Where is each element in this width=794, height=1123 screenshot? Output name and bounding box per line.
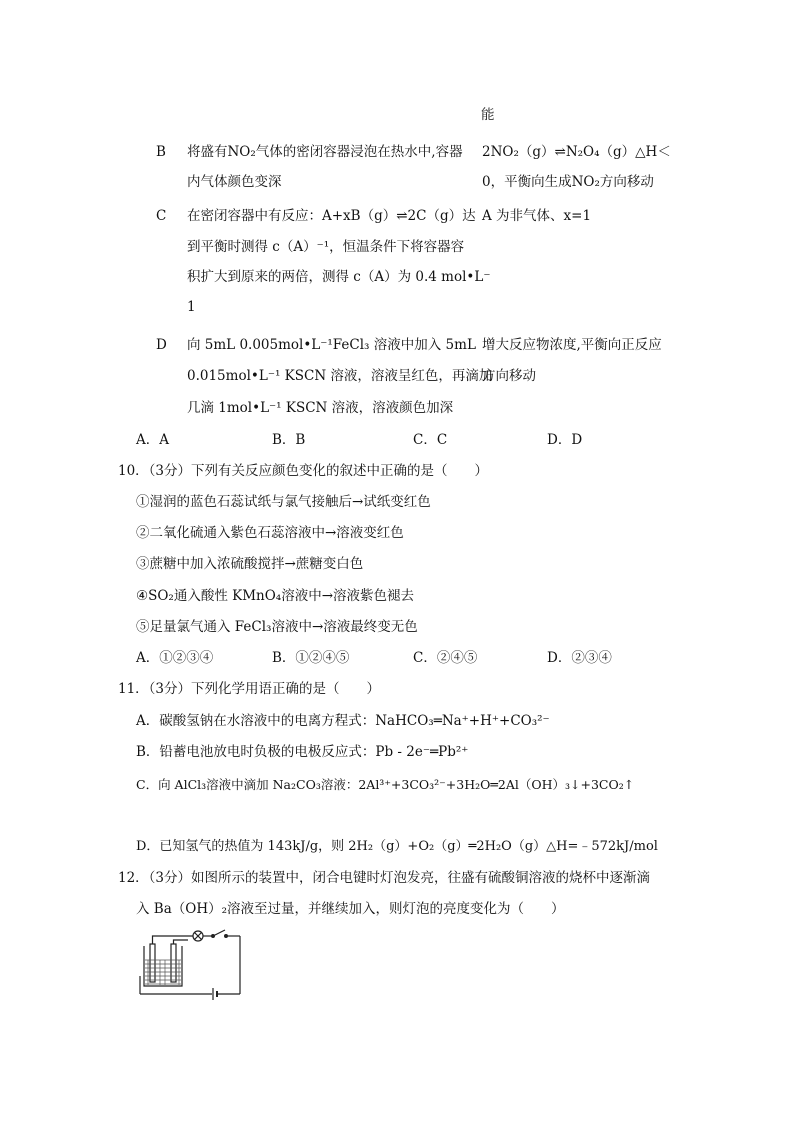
q10-option-d: D．②③④ — [547, 650, 612, 666]
q12-stem-line1: 12．（3分）如图所示的装置中，闭合电键时灯泡发亮，往盛有硫酸铜溶液的烧杯中逐渐滴 — [118, 870, 651, 886]
q9-option-b: B．B — [272, 432, 306, 448]
row-d-operation-line1: 向 5mL 0.005mol•L⁻¹FeCl₃ 溶液中加入 5mL — [187, 337, 476, 353]
row-b-explanation-line1: 2NO₂（g）⇌N₂O₄（g）△H＜ — [482, 144, 671, 160]
q9-option-a: A．A — [136, 432, 169, 448]
q10-stem: 10．（3分）下列有关反应颜色变化的叙述中正确的是（ ） — [118, 463, 489, 479]
q11-option-b: B．铅蓄电池放电时负极的电极反应式：Pb - 2e⁻═Pb²⁺ — [136, 744, 469, 760]
q12-stem-line2: 入 Ba（OH）₂溶液至过量，并继续加入，则灯泡的亮度变化为（ ） — [136, 901, 565, 917]
q11-stem: 11．（3分）下列化学用语正确的是（ ） — [118, 681, 381, 697]
q10-option-a: A．①②③④ — [136, 650, 214, 666]
row-d-explanation-line1: 增大反应物浓度,平衡向正反应 — [482, 337, 662, 353]
q11-option-c: C．向 AlCl₃溶液中滴加 Na₂CO₃溶液：2Al³⁺+3CO₃²⁻+3H₂O═2Al（OH）₃↓+3CO₂↑ — [136, 777, 635, 792]
q10-option-b: B．①②④⑤ — [272, 650, 350, 666]
q9-option-c: C．C — [413, 432, 448, 448]
q10-item-3: ③蔗糖中加入浓硫酸搅拌→蔗糖变白色 — [136, 556, 364, 572]
row-b-letter: B — [156, 144, 166, 160]
row-c-explanation-line1: A 为非气体、x=1 — [482, 208, 592, 224]
q11-option-a: A．碳酸氢钠在水溶液中的电离方程式：NaHCO₃═Na⁺+H⁺+CO₃²⁻ — [136, 713, 550, 729]
row-c-operation-line1: 在密闭容器中有反应：A+xB（g）⇌2C（g）达 — [187, 208, 476, 224]
q10-option-c: C．②④⑤ — [413, 650, 478, 666]
row-a-explanation-tail: 能 — [481, 107, 495, 123]
switch-contact-right — [225, 935, 228, 938]
row-b-operation-line2: 内气体颜色变深 — [187, 174, 282, 190]
row-c-operation-line3: 积扩大到原来的两倍，测得 c（A）为 0.4 mol•L⁻ — [187, 269, 491, 285]
row-d-operation-line2: 0.015mol•L⁻¹ KSCN 溶液，溶液呈红色，再滴加 — [187, 368, 493, 384]
row-c-operation-line4: 1 — [187, 299, 196, 315]
q9-option-d: D．D — [547, 432, 583, 448]
row-d-letter: D — [156, 337, 167, 353]
q10-item-2: ②二氧化硫通入紫色石蕊溶液中→溶液变红色 — [136, 525, 404, 541]
q10-item-4: ④SO₂通入酸性 KMnO₄溶液中→溶液紫色褪去 — [136, 588, 415, 604]
row-d-operation-line3: 几滴 1mol•L⁻¹ KSCN 溶液，溶液颜色加深 — [187, 400, 454, 416]
switch-blade — [213, 930, 225, 936]
row-b-explanation-line2: 0，平衡向生成NO₂方向移动 — [482, 174, 654, 190]
row-b-operation-line1: 将盛有NO₂气体的密闭容器浸泡在热水中,容器 — [187, 144, 463, 160]
row-c-operation-line2: 到平衡时测得 c（A）⁻¹，恒温条件下将容器容 — [187, 239, 465, 255]
circuit-diagram — [136, 928, 246, 1000]
q10-item-5: ⑤足量氯气通入 FeCl₃溶液中→溶液最终变无色 — [136, 619, 418, 635]
q11-option-d: D．已知氢气的热值为 143kJ/g，则 2H₂（g）+O₂（g）═2H₂O（g）△H=﹣572kJ/mol — [136, 839, 658, 854]
row-d-explanation-line2: 方向移动 — [482, 368, 536, 384]
row-c-letter: C — [156, 208, 167, 224]
q10-item-1: ①湿润的蓝色石蕊试纸与氯气接触后→试纸变红色 — [136, 494, 431, 510]
